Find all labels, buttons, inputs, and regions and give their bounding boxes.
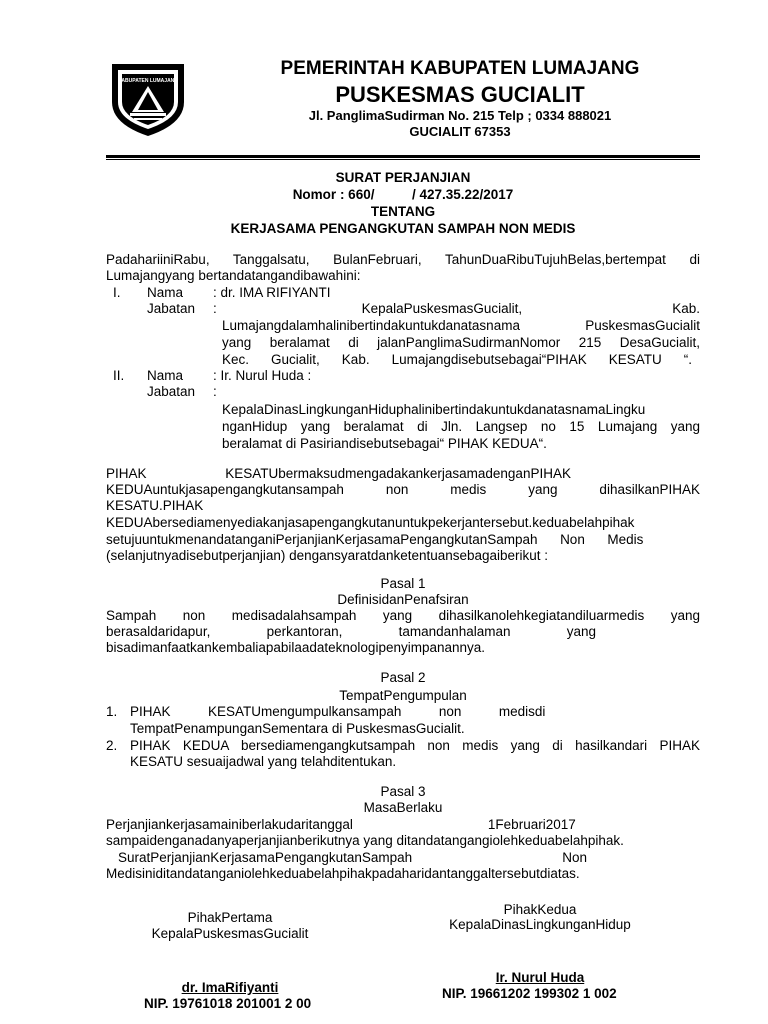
party2-nama-label: Nama [147,368,184,383]
intro-line2: Lumajangyang bertandatangandibawahini: [106,268,361,283]
header-gov: PEMERINTAH KABUPATEN LUMAJANG [280,58,640,79]
party1-nama-value: : dr. IMA RIFIYANTI [213,285,331,300]
agreement-line4: KEDUAbersediamenyediakanjasapengangkutanuntukpekerjantersebut.keduabelahpihak [106,515,635,530]
party1-jabatan-line3: yang beralamat di jalanPanglimaSudirmanNomor 215 DesaGucialit, [222,335,700,350]
pasal1-title: Pasal 1 [380,576,426,591]
pasal2-subtitle: TempatPengumpulan [339,688,467,703]
signature-left-title: KepalaPuskesmasGucialit [151,926,309,941]
intro-line1: PadahariiniRabu, Tanggalsatu, BulanFebruari, TahunDuaRibuTujuhBelas,bertempat di [106,252,700,267]
header-rule-thick [106,155,700,158]
pasal1-line2: berasaldaridapur, perkantoran, tamandanhalaman yang [106,624,597,639]
pasal1-subtitle: DefinisidanPenafsiran [337,592,469,607]
pasal3-title: Pasal 3 [380,784,426,799]
agreement-line2: KEDUAuntukjasapengangkutansampah non medis yang dihasilkanPIHAK [106,482,700,497]
signature-left-name: dr. ImaRifiyanti [181,980,279,995]
header-address: Jl. PanglimaSudirman No. 215 Telp ; 0334 888021 [308,108,612,123]
title-subject: KERJASAMA PENGANGKUTAN SAMPAH NON MEDIS [230,221,576,236]
party1-jabatan-label: Jabatan [147,301,196,316]
logo-text: KABUPATEN LUMAJANG [117,78,179,84]
pasal2-item2-number: 2. [106,738,118,753]
title-tentang: TENTANG [370,204,436,219]
pasal1-line1: Sampah non medisadalahsampah yang dihasilkanolehkegiatandiluarmedis yang [106,608,700,623]
signature-right-title: KepalaDinasLingkunganHidup [449,917,631,932]
agreement-line6: (selanjutnyadisebutperjanjian) dengansyaratdanketentuansebagaiberikut : [106,548,549,563]
party2-jabatan-line1: KepalaDinasLingkunganHiduphalinibertindakuntukdanatasnamaLingku [222,402,646,417]
agreement-line5: setujuuntukmenandatanganiPerjanjianKerjasamaPengangkutanSampah Non Medis [106,532,644,547]
pasal2-item1-line1: PIHAK KESATUmengumpulkansampah non medisdi [130,704,546,719]
pasal3-line2: sampaidenganadanyaperjanjianberikutnya yang ditandatangangiolehkeduabelahpihak. [106,833,624,848]
party2-jabatan-line3: beralamat di Pasiriandisebutsebagai“ PIHAK KEDUA“. [222,436,547,451]
party2-jabatan-line2: nganHidup yang beralamat di Jln. Langsep no 15 Lumajang yang [222,419,700,434]
header-city: GUCIALIT 67353 [409,124,511,139]
party2-nama-value: : Ir. Nurul Huda : [213,368,312,383]
signature-left-role: PihakPertama [187,910,273,925]
party2-number: II. [113,368,125,383]
agreement-line1: PIHAK KESATUbermaksudmengadakankerjasamadenganPIHAK [106,466,571,481]
pasal3-line3: SuratPerjanjianKerjasamaPengangkutanSampah Non [118,850,587,865]
pasal1-line3: bisadimanfaatkankembaliapabilaadateknologipenyimpanannya. [106,640,486,655]
pasal2-title: Pasal 2 [380,670,426,685]
party2-jabatan-colon: : [213,384,217,399]
title-number: Nomor : 660/ / 427.35.22/2017 [292,187,514,202]
party1-nama-label: Nama [147,285,184,300]
pasal3-line1: Perjanjiankerjasamainiberlakudaritanggal 1Februari2017 [106,817,576,832]
signature-right-name: Ir. Nurul Huda [495,970,585,985]
party1-jabatan-colon: : [213,301,217,316]
pasal2-item2-line2: KESATU sesuaijadwal yang telahditentukan. [130,754,397,769]
regency-logo [106,58,190,138]
header-name: PUSKESMAS GUCIALIT [335,82,585,107]
agreement-line3: KESATU.PIHAK [106,498,204,513]
pasal2-item2-line1: PIHAK KEDUA bersediamengangkutsampah non medis yang di hasilkandari PIHAK [130,738,700,753]
party2-jabatan-label: Jabatan [147,384,196,399]
pasal2-item1-line2: TempatPenampunganSementara di PuskesmasGucialit. [130,721,465,736]
title-line1: SURAT PERJANJIAN [335,170,471,185]
signature-left-nip: NIP. 19761018 201001 2 00 [144,996,312,1011]
party1-jabatan-line1: KepalaPuskesmasGucialit, Kab. [361,301,700,316]
signature-right-role: PihakKedua [503,902,577,917]
party1-jabatan-line2: Lumajangdalamhalinibertindakuntukdanatasnama PuskesmasGucialit [222,318,700,333]
pasal3-subtitle: MasaBerlaku [363,800,443,815]
party1-jabatan-line4: Kec. Gucialit, Kab. Lumajangdisebutsebagai“PIHAK KESATU “. [222,352,692,367]
pasal2-item1-number: 1. [106,704,118,719]
header-rule-thin [106,159,700,160]
signature-right-nip: NIP. 19661202 199302 1 002 [442,986,617,1001]
party1-number: I. [113,285,121,300]
pasal3-line4: Medisiniditandatanganiolehkeduabelahpihakpadaharidantanggaltersebutdiatas. [106,866,580,881]
